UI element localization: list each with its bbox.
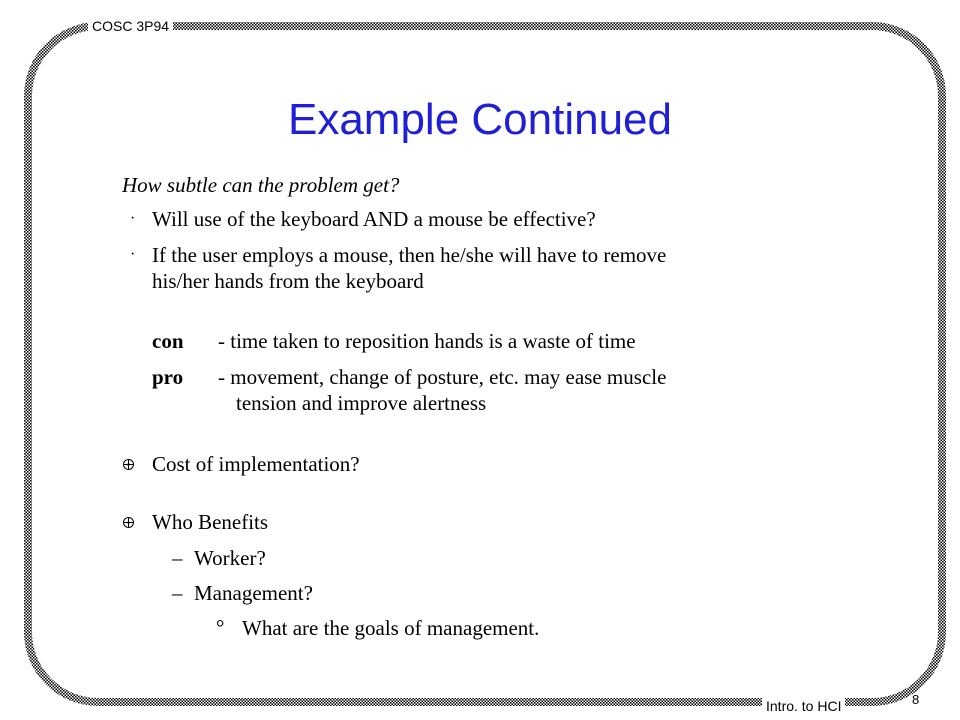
benefit-management: Management? (194, 581, 313, 605)
course-code: COSC 3P94 (88, 18, 173, 34)
page-number: 8 (912, 692, 920, 707)
pro-text-line1: - movement, change of posture, etc. may ease muscle (218, 365, 667, 389)
footer-label: Intro. to HCI (762, 698, 845, 714)
circle-bullet-icon (123, 459, 134, 470)
point-keyboard-mouse: Will use of the keyboard AND a mouse be effective? (152, 207, 596, 231)
point-remove-hands-line2: his/her hands from the keyboard (152, 269, 424, 293)
dash-bullet-icon: – (172, 581, 183, 605)
dot-bullet-icon: · (130, 210, 136, 227)
con-text: - time taken to reposition hands is a waste of time (218, 329, 636, 353)
dash-bullet-icon: – (172, 546, 183, 570)
dot-bullet-icon: · (130, 246, 136, 263)
question-text: How subtle can the problem get? (122, 173, 400, 197)
management-goals-text: What are the goals of management. (242, 616, 540, 640)
con-label: con (152, 329, 184, 353)
degree-bullet-icon: ° (216, 615, 225, 639)
benefit-worker: Worker? (194, 546, 266, 570)
cost-text: Cost of implementation? (152, 452, 360, 476)
point-remove-hands-line1: If the user employs a mouse, then he/she will have to remove (152, 243, 667, 267)
pro-text-line2: tension and improve alertness (236, 391, 487, 415)
pro-label: pro (152, 365, 184, 389)
slide-title: Example Continued (287, 95, 672, 144)
benefits-heading: Who Benefits (152, 510, 269, 534)
circle-bullet-icon (123, 517, 134, 528)
